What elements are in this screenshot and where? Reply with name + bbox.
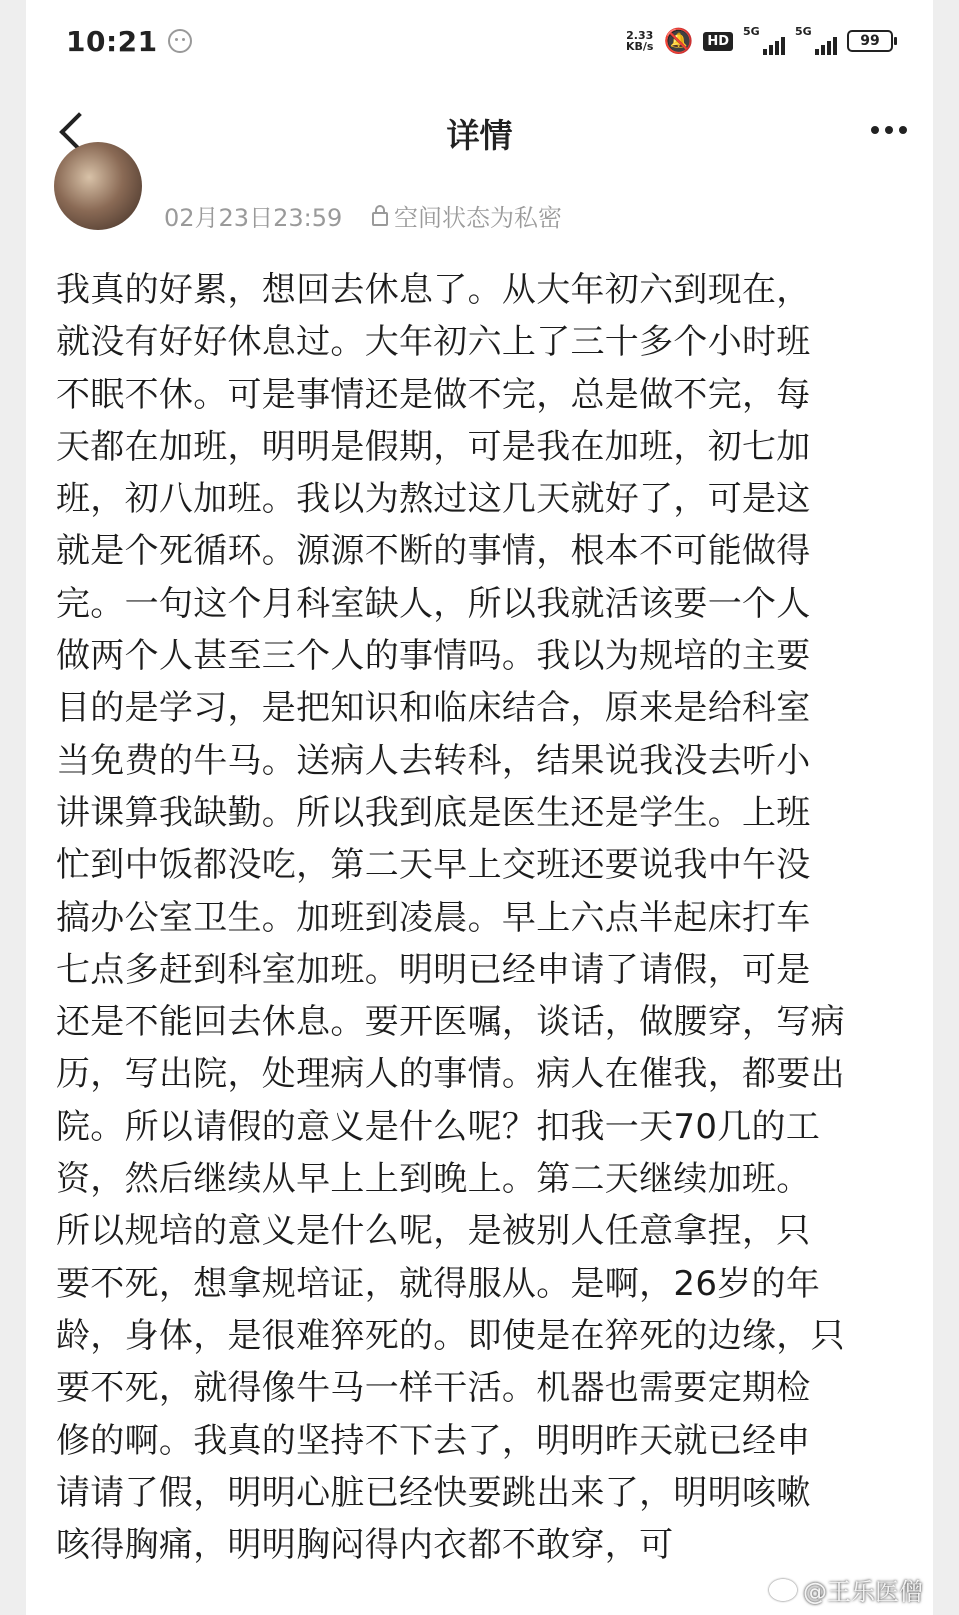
battery-indicator: 99 xyxy=(847,30,893,52)
network-speed-unit: KB/s xyxy=(625,40,654,53)
more-dot xyxy=(885,126,893,134)
post-text-line: 院。所以请假的意义是什么呢？扣我一天70几的工 xyxy=(56,1106,821,1147)
status-bar xyxy=(26,0,933,82)
signal-bar xyxy=(775,41,779,55)
signal-label-1: 5G xyxy=(743,25,760,38)
post-text-line: 七点多赶到科室加班。明明已经申请了请假，可是 xyxy=(56,949,811,990)
signal-bar xyxy=(827,41,831,55)
post-text-line: 资，然后继续从早上上到晚上。第二天继续加班。 xyxy=(56,1159,811,1200)
hd-badge: HD xyxy=(703,32,733,51)
network-speed xyxy=(626,30,653,52)
right-edge xyxy=(933,0,959,1615)
post-text-line: 还是不能回去休息。要开医嘱，谈话，做腰穿，写病 xyxy=(56,1002,845,1043)
signal-bar xyxy=(781,37,785,55)
signal-bar xyxy=(815,49,819,55)
signal-bar xyxy=(833,37,837,55)
post-header xyxy=(26,182,933,242)
post-text-line: 龄，身体，是很难猝死的。即使是在猝死的边缘，只 xyxy=(56,1315,845,1356)
post-text-line: 历，写出院，处理病人的事情。病人在催我，都要出 xyxy=(56,1054,845,1095)
more-button[interactable] xyxy=(867,122,911,138)
more-dot xyxy=(899,126,907,134)
post-text-line: 就没有好好休息过。大年初六上了三十多个小时班 xyxy=(56,322,811,363)
signal-bar xyxy=(769,45,773,55)
post-text-line: 天都在加班，明明是假期，可是我在加班，初七加 xyxy=(56,426,811,467)
privacy-status xyxy=(372,198,562,233)
face-icon xyxy=(168,29,192,53)
post-text-line: 目的是学习，是把知识和临床结合，原来是给科室 xyxy=(56,688,811,729)
post-text-line: 要不死，想拿规培证，就得服从。是啊，26岁的年 xyxy=(56,1263,821,1304)
signal-strength-2 xyxy=(795,27,837,55)
nav-bar xyxy=(26,82,933,182)
status-time: 10:21 xyxy=(66,24,158,58)
signal-bar xyxy=(821,45,825,55)
post-text-line: 修的啊。我真的坚持不下去了，明明昨天就已经申 xyxy=(56,1420,811,1461)
post-text-line: 所以规培的意义是什么呢，是被别人任意拿捏，只 xyxy=(56,1211,811,1252)
post-text-line: 完。一句这个月科室缺人，所以我就活该要一个人 xyxy=(56,583,811,624)
post-text-line: 忙到中饭都没吃，第二天早上交班还要说我中午没 xyxy=(56,845,811,886)
privacy-label: 空间状态为私密 xyxy=(394,204,562,232)
left-edge xyxy=(0,0,26,1615)
signal-strength-1 xyxy=(743,27,785,55)
post-text-line: 搞办公室卫生。加班到凌晨。早上六点半起床打车 xyxy=(56,897,811,938)
post-text-line: 当免费的牛马。送病人去转科，结果说我没去听小 xyxy=(56,740,811,781)
network-speed-value: 2.33 xyxy=(626,29,654,42)
avatar[interactable] xyxy=(54,142,142,230)
post-text-line: 不眠不休。可是事情还是做不完，总是做不完，每 xyxy=(56,374,811,415)
post-date: 02月23日23:59 xyxy=(164,204,343,232)
bell-off-icon: 🔕 xyxy=(663,27,694,55)
watermark-text: @王乐医僧 xyxy=(803,1578,923,1606)
status-indicators xyxy=(626,27,893,55)
post-text-line: 咳得胸痛，明明胸闷得内衣都不敢穿，可 xyxy=(56,1525,674,1566)
signal-label-2: 5G xyxy=(795,25,812,38)
signal-bar xyxy=(763,49,767,55)
watermark xyxy=(769,1572,923,1607)
post-text-line: 我真的好累，想回去休息了。从大年初六到现在， xyxy=(56,270,811,310)
post-text-line: 班，初八加班。我以为熬过这几天就好了，可是这 xyxy=(56,479,811,520)
post-text-line: 请请了假，明明心脏已经快要跳出来了，明明咳嗽 xyxy=(56,1472,811,1513)
post-text-line: 就是个死循环。源源不断的事情，根本不可能做得 xyxy=(56,531,811,572)
more-dot xyxy=(871,126,879,134)
post-body xyxy=(56,264,876,1571)
page-title: 详情 xyxy=(446,116,513,155)
post-text-line: 做两个人甚至三个人的事情吗。我以为规培的主要 xyxy=(56,636,811,677)
weibo-icon xyxy=(769,1579,797,1601)
post-text-line: 要不死，就得像牛马一样干活。机器也需要定期检 xyxy=(56,1368,811,1409)
lock-icon xyxy=(372,212,388,226)
post-text-line: 讲课算我缺勤。所以我到底是医生还是学生。上班 xyxy=(56,792,811,833)
